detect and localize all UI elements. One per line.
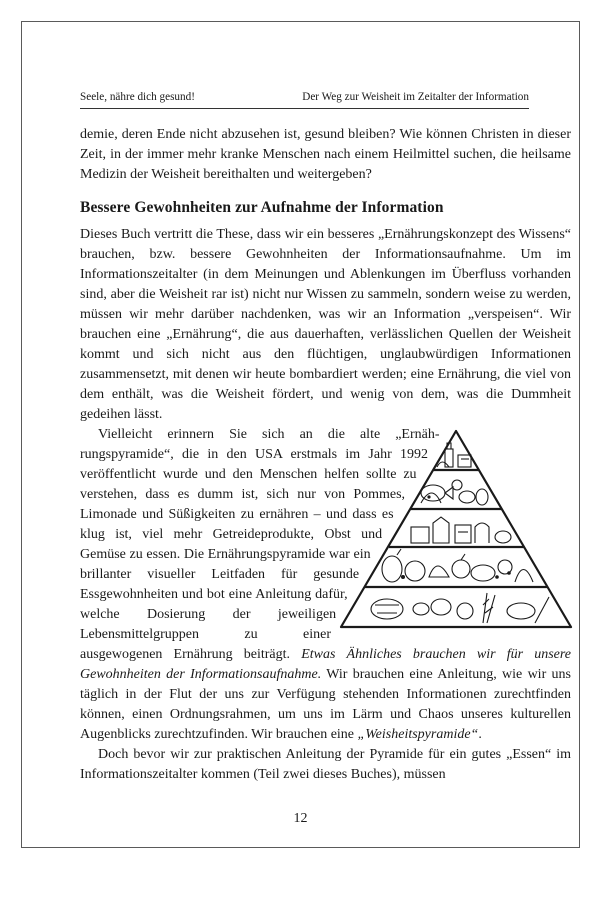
paragraph-3-middle: Wir brauchen eine Anleitung, wie wir uns täglich in der Flut der uns zur Verfügung stehenden Informationen zurechtfinden können, einen Ordnungsrahmen, um uns im Lärm und Chaos unseres kulturellen Augenblicks zurechtzufinden. Wir brauchen eine (80, 667, 571, 742)
paragraph-3-end: . (478, 727, 482, 742)
paragraph-1: demie, deren Ende nicht abzusehen ist, gesund bleiben? Wie können Christen in dieser Zeit, in der immer mehr kranke Menschen nach einem Heilmittel suchen, die heilsame Medizin der Weisheit bereithalten und weitergeben? (80, 127, 571, 182)
page-body (80, 125, 571, 785)
paragraph-3-emphasis-2: „Weisheitspyramide“ (357, 727, 479, 742)
paragraph-4: Doch bevor wir zur praktischen Anleitung der Pyramide für ein gutes „Essen“ im Informationszeitalter kommen (Teil zwei dieses Buches), müssen (80, 747, 571, 782)
section-heading: Bessere Gewohnheiten zur Aufnahme der Information (80, 199, 444, 216)
paragraph-3-emphasis: Etwas Ähnliches brauchen wir für unsere Gewohnheiten der Informationsaufnahme. (80, 647, 571, 682)
book-page (21, 21, 580, 848)
header-right: Der Weg zur Weisheit im Zeitalter der Information (302, 91, 529, 103)
paragraph-3-start: Vielleicht erinnern Sie sich an die alte „Ernährungspyramide“, die in den USA erstmals im Jahr 1992 veröffentlicht wurde und den Menschen helfen sollte zu verstehen, dass es dumm ist, sich nur von Pommes, Limonade und Süßigkeiten zu ernähren – und dass es klug ist, viel mehr Getreideprodukte, Obst und Gemüse zu essen. Die Ernährungspyramide war ein brillanter visueller Leitfaden für gesunde Essgewohnheiten und bot eine Anleitung dafür, welche Dosierung der jeweiligen Lebensmittelgruppen zu einer ausgewogenen Ernährung beiträgt. (80, 427, 440, 662)
paragraph-2: Dieses Buch vertritt die These, dass wir ein besseres „Ernährungskonzept des Wissens“ brauchen, bzw. bessere Gewohnheiten der Informationsaufnahme. Um im Informationszeitalter (in dem Meinungen und Ablenkungen im Überfluss vorhanden sind, aber die Weisheit rar ist) nicht nur Wissen zu sammeln, sondern weise zu werden, müssen wir mehr darüber nachdenken, was wir an Information „verspeisen“. Wir brauchen eine „Ernährung“, die aus dauerhaften, verlässlichen Quellen der Weisheit kommt und sich nicht aus den flüchtigen, unglaubwürdigen Informationen zusammensetzt, mit denen wir heute bombardiert werden; eine Ernährung, die viel von dem enthält, was die Weisheit fördert, und wenig von dem, was die Dummheit gedeihen lässt. (80, 227, 571, 422)
header-left: Seele, nähre dich gesund! (80, 91, 195, 103)
running-header (80, 90, 529, 109)
page-number: 12 (293, 811, 308, 826)
